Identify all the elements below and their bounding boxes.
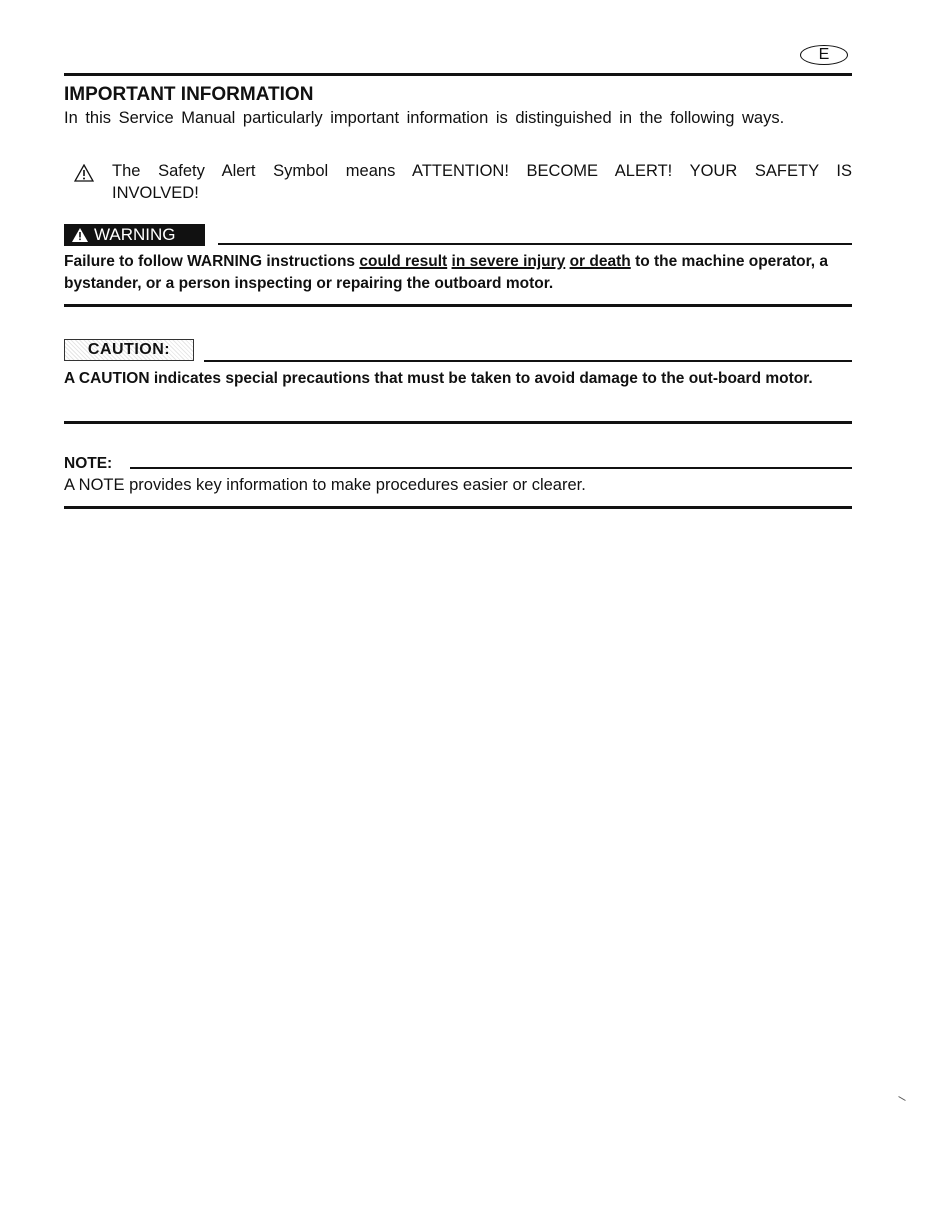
caution-text: A CAUTION indicates special precautions that must be taken to avoid damage to the out-board motor. <box>64 370 813 387</box>
caution-label: CAUTION: <box>64 339 194 361</box>
note-text: A NOTE provides key information to make procedures easier or clearer. <box>64 476 586 494</box>
warning-label <box>64 224 205 246</box>
warning-label-text: WARNING <box>94 225 176 244</box>
note-label: NOTE: <box>64 455 113 472</box>
page-title: IMPORTANT INFORMATION <box>64 84 314 105</box>
caution-end-rule <box>64 421 852 424</box>
caution-title-rule <box>204 360 852 362</box>
note-title-rule <box>130 467 852 469</box>
warning-title-rule <box>218 243 852 245</box>
intro-paragraph: In this Service Manual particularly important information is distinguished in the following ways. <box>64 109 785 127</box>
header-rule <box>64 73 852 76</box>
warning-triangle-icon <box>72 228 88 242</box>
note-end-rule <box>64 506 852 509</box>
warning-triangle-icon <box>74 164 94 182</box>
safety-alert-text: The Safety Alert Symbol means ATTENTION! BECOME ALERT! YOUR SAFETY IS INVOLVED! <box>112 162 852 202</box>
warning-end-rule <box>64 304 852 307</box>
language-badge: E <box>800 45 848 65</box>
scan-artifact <box>898 1096 905 1101</box>
warning-text: Failure to follow WARNING instructions could result in severe injury or death to the machine operator, a bystander, or a person inspecting or repairing the outboard motor. <box>64 253 828 292</box>
